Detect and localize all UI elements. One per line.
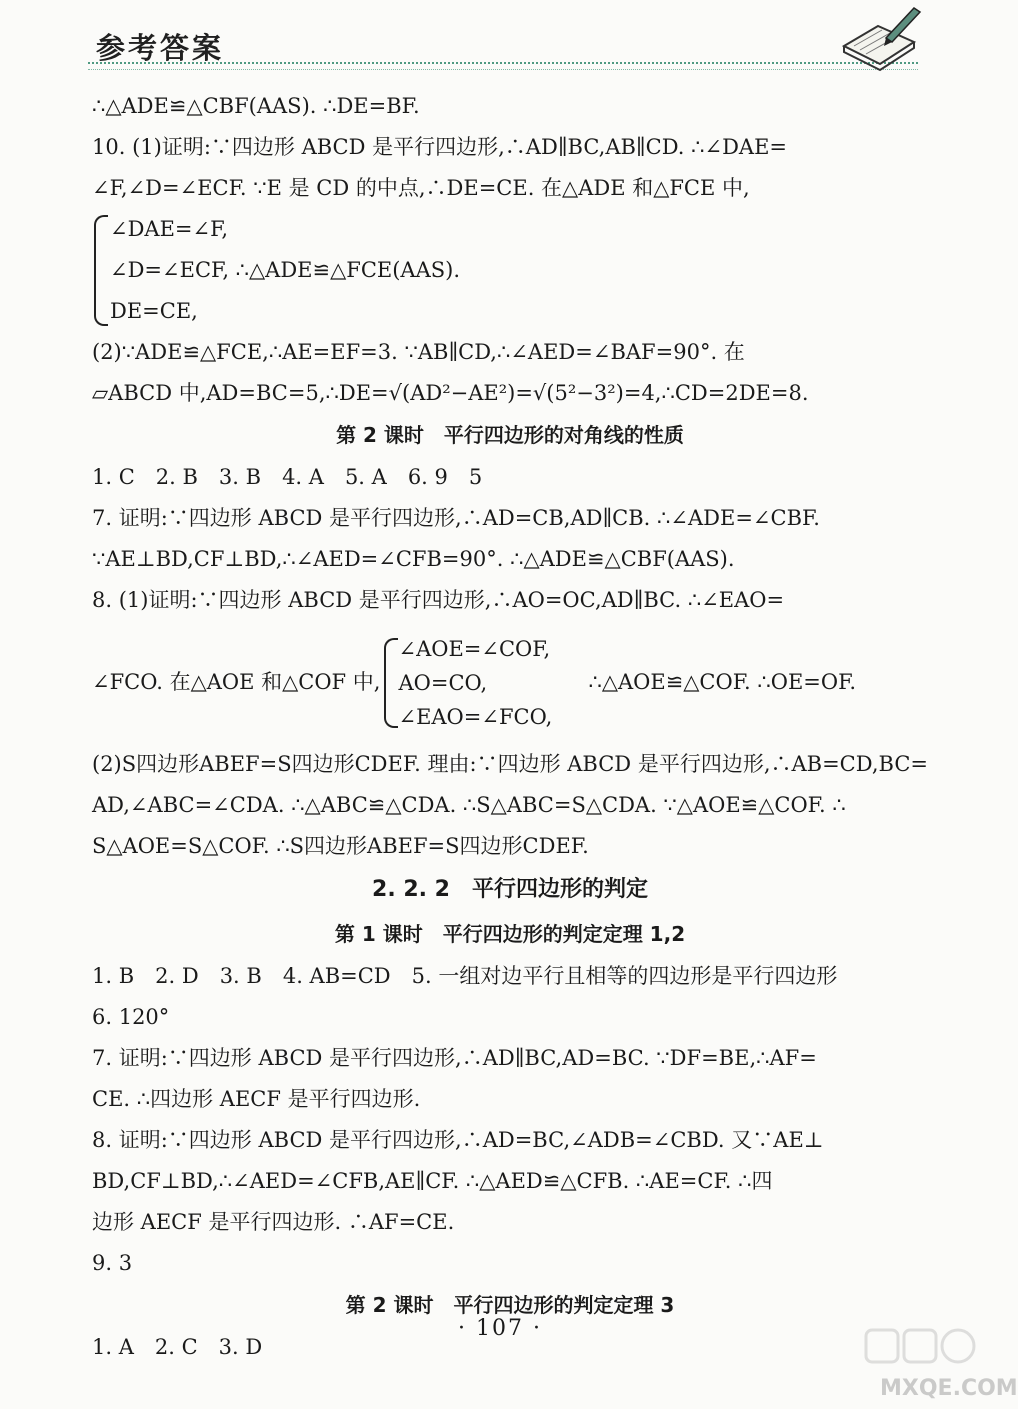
left-brace-icon bbox=[94, 215, 108, 326]
equation-system bbox=[92, 209, 928, 332]
question-7-line: CE. ∴四边形 AECF 是平行四边形. bbox=[92, 1087, 421, 1111]
page-number: · 107 · bbox=[458, 1316, 542, 1341]
system-row: ∠AOE=∠COF, bbox=[398, 636, 551, 661]
choice-answers: 1. C 2. B 3. B 4. A 5. A 6. 9 5 bbox=[92, 465, 483, 489]
question-10-part2-line: ▱ABCD 中,AD=BC=5,∴DE=√(AD²−AE²)=√(5²−3²)=4,∴CD=2DE=8. bbox=[92, 381, 809, 405]
left-brace-icon bbox=[384, 638, 398, 728]
question-8-line: 边形 AECF 是平行四边形. ∴AF=CE. bbox=[92, 1210, 455, 1234]
system-row: DE=CE, bbox=[110, 299, 198, 323]
system-conclusion: ∴△AOE≌△COF. ∴OE=OF. bbox=[588, 670, 857, 694]
section-heading: 第 2 课时 平行四边形的对角线的性质 bbox=[336, 423, 684, 447]
header-title: 参考答案 bbox=[96, 31, 225, 65]
question-10-line: ∠F,∠D=∠ECF. ∵E 是 CD 的中点,∴DE=CE. 在△ADE 和△FCE 中, bbox=[92, 176, 750, 200]
equation-system bbox=[382, 632, 568, 734]
question-10-part2-line: (2)∵ADE≌△FCE,∴AE=EF=3. ∵AB∥CD,∴∠AED=∠BAF=90°. 在 bbox=[92, 340, 745, 364]
page-header bbox=[0, 0, 1000, 78]
section-heading: 2. 2. 2 平行四边形的判定 bbox=[372, 877, 648, 902]
header-divider-secondary bbox=[88, 69, 918, 70]
question-6-line: 6. 120° bbox=[92, 1005, 170, 1029]
question-7-line: 7. 证明:∵四边形 ABCD 是平行四边形,∴AD∥BC,AD=BC. ∵DF=BE,∴AF= bbox=[92, 1046, 817, 1070]
question-8-part2-line: S△AOE=S△COF. ∴S四边形ABEF=S四边形CDEF. bbox=[92, 834, 589, 858]
question-10-line: 10. (1)证明:∵四边形 ABCD 是平行四边形,∴AD∥BC,AB∥CD. ∴∠DAE= bbox=[92, 135, 788, 159]
question-7-line: ∵AE⊥BD,CF⊥BD,∴∠AED=∠CFB=90°. ∴△ADE≌△CBF(AAS). bbox=[92, 547, 735, 571]
subsection-heading: 第 1 课时 平行四边形的判定定理 1,2 bbox=[334, 922, 686, 946]
watermark-text: MXQE.COM bbox=[880, 1376, 1018, 1401]
question-8-line: 8. 证明:∵四边形 ABCD 是平行四边形,∴AD=BC,∠ADB=∠CBD. 又∵AE⊥ bbox=[92, 1128, 824, 1152]
question-8-part2-line: AD,∠ABC=∠CDA. ∴△ABC≌△CDA. ∴S△ABC=S△CDA. ∵△AOE≌△COF. ∴ bbox=[92, 793, 846, 817]
answer-content bbox=[92, 86, 928, 1368]
question-9-line: 9. 3 bbox=[92, 1251, 133, 1275]
question-8-line: 8. (1)证明:∵四边形 ABCD 是平行四边形,∴AO=OC,AD∥BC. ∴∠EAO= bbox=[92, 588, 785, 612]
question-8-part2-line: (2)S四边形ABEF=S四边形CDEF. 理由:∵四边形 ABCD 是平行四边形,∴AB=CD,BC= bbox=[92, 752, 928, 776]
subsection-heading: 第 2 课时 平行四边形的判定定理 3 bbox=[345, 1293, 675, 1317]
question-8-line: BD,CF⊥BD,∴∠AED=∠CFB,AE∥CF. ∴△AED≌△CFB. ∴AE=CF. ∴四 bbox=[92, 1169, 773, 1193]
question-7-line: 7. 证明:∵四边形 ABCD 是平行四边形,∴AD=CB,AD∥CB. ∴∠ADE=∠CBF. bbox=[92, 506, 820, 530]
system-lead-text: ∠FCO. 在△AOE 和△COF 中, bbox=[92, 670, 381, 694]
system-row: ∠DAE=∠F, bbox=[110, 217, 229, 241]
system-row: AO=CO, bbox=[398, 670, 488, 695]
header-divider bbox=[88, 62, 918, 64]
notebook-pencil-icon bbox=[836, 2, 922, 70]
system-row: ∠EAO=∠FCO, bbox=[398, 704, 553, 729]
choice-answers: 1. B 2. D 3. B 4. AB=CD 5. 一组对边平行且相等的四边形是平行四边形 bbox=[92, 964, 838, 988]
question-8-system-row bbox=[92, 621, 928, 744]
system-row: ∠D=∠ECF, ∴△ADE≌△FCE(AAS). bbox=[110, 258, 461, 282]
text-line: ∴△ADE≌△CBF(AAS). ∴DE=BF. bbox=[92, 94, 420, 118]
choice-answers: 1. A 2. C 3. D bbox=[92, 1335, 263, 1359]
